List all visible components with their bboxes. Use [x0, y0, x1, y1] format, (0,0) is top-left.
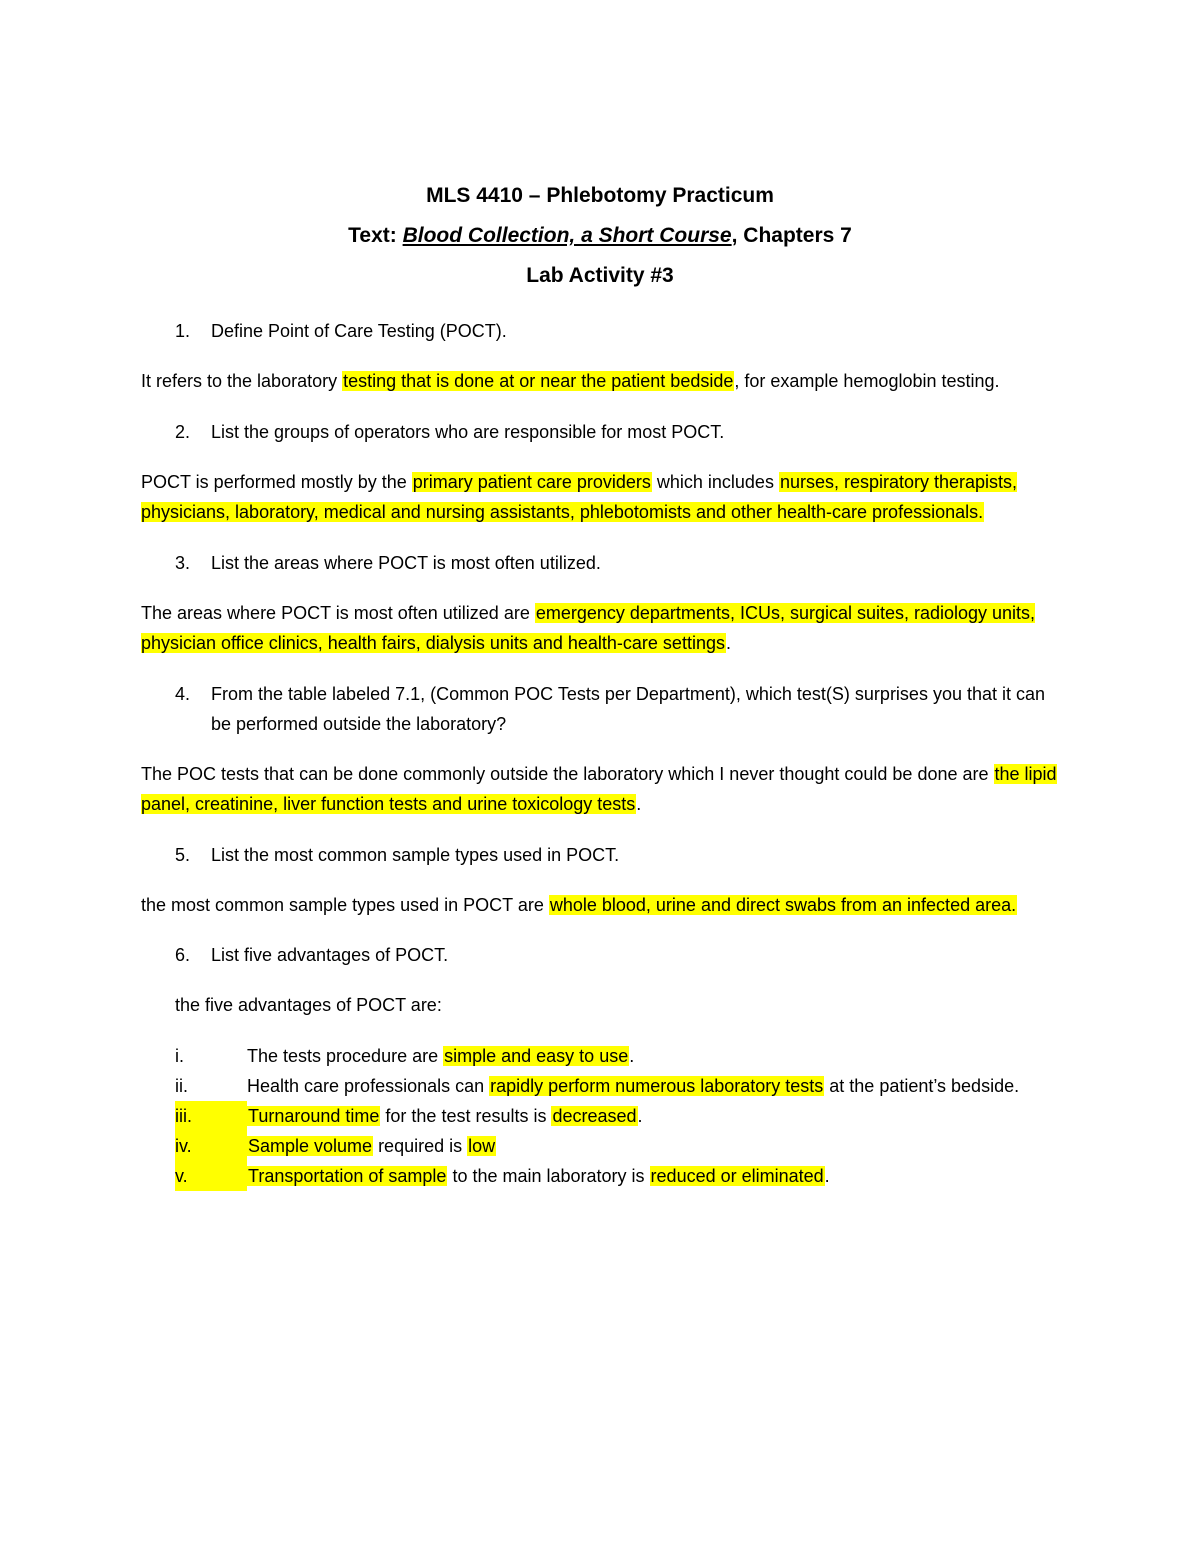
roman-numeral: v. [175, 1161, 247, 1191]
question-text: From the table labeled 7.1, (Common POC Tests per Department), which test(S) surprises you that it can be performed outside the laboratory? [211, 683, 1046, 734]
question-number: 6. [175, 945, 191, 965]
answer-text: The areas where POCT is most often utilized are [141, 602, 535, 623]
highlight: Transportation of sample [248, 1165, 447, 1186]
roman-numeral: iii. [175, 1101, 247, 1131]
item-text: to the main laboratory is [447, 1165, 650, 1186]
answer-text: the most common sample types used in POCT are [141, 894, 549, 915]
advantages-intro: the five advantages of POCT are: [175, 995, 442, 1015]
question-number: 5. [175, 844, 191, 865]
roman-numeral: iv. [175, 1131, 247, 1161]
advantage-item [141, 1101, 1059, 1131]
answer-2 [141, 467, 1059, 528]
question-4 [141, 679, 1059, 739]
highlight: Sample volume [248, 1135, 373, 1156]
book-title: Blood Collection, a Short Course [402, 224, 732, 247]
highlight: whole blood, urine and direct swabs from an infected area. [549, 894, 1017, 915]
question-2 [141, 417, 1059, 447]
highlight: testing that is done at or near the patient bedside [343, 371, 734, 391]
highlight: primary patient care providers [412, 471, 651, 492]
advantage-item [141, 1161, 1059, 1191]
answer-text: which includes [651, 471, 779, 492]
answer-1 [141, 366, 1059, 397]
answer-4 [141, 759, 1059, 820]
highlight: Turnaround time [248, 1105, 380, 1126]
question-number: 2. [175, 421, 191, 442]
question-text: List the most common sample types used in POCT. [211, 844, 620, 865]
item-text: at the patient’s bedside. [824, 1075, 1020, 1096]
course-title: MLS 4410 – Phlebotomy Practicum [426, 184, 774, 207]
text-prefix: Text: [348, 224, 403, 247]
question-text: List five advantages of POCT. [211, 945, 449, 965]
highlight: rapidly perform numerous laboratory tests [490, 1075, 824, 1096]
advantage-item [141, 1041, 1059, 1071]
activity-title: Lab Activity #3 [526, 264, 674, 287]
answer-text: It refers to the laboratory [141, 371, 343, 391]
item-text: . [629, 1045, 635, 1066]
advantage-text [247, 1071, 1059, 1101]
highlight: the lipid panel, creatinine, liver function tests and urine toxicology tests [141, 763, 1057, 814]
advantage-text [247, 1131, 1059, 1161]
advantage-item [141, 1131, 1059, 1161]
highlight: simple and easy to use [444, 1045, 629, 1066]
text-suffix: , Chapters 7 [731, 224, 852, 247]
question-text: List the areas where POCT is most often utilized. [211, 552, 601, 573]
highlight: low [468, 1135, 496, 1156]
highlight: nurses, respiratory therapists, physicians, laboratory, medical and nursing assistants, phlebotomists and other health-care professionals. [141, 471, 1018, 522]
question-number: 1. [175, 321, 191, 341]
answer-text: , for example hemoglobin testing. [734, 371, 1000, 391]
highlight: decreased [552, 1105, 637, 1126]
question-5 [141, 840, 1059, 870]
highlight: emergency departments, ICUs, surgical suites, radiology units, physician office clinics, health fairs, dialysis units and health-care settings [141, 602, 1036, 653]
answer-text: . [636, 794, 642, 814]
question-text: List the groups of operators who are responsible for most POCT. [211, 421, 725, 442]
item-text: Health care professionals can [247, 1075, 490, 1096]
item-text: . [824, 1165, 830, 1186]
question-6 [141, 940, 1059, 970]
answer-5 [141, 890, 1059, 921]
item-text: The tests procedure are [247, 1045, 444, 1066]
roman-numeral: i. [175, 1045, 184, 1066]
roman-numeral: ii. [175, 1075, 188, 1096]
advantage-text [247, 1161, 1059, 1191]
answer-text: . [725, 633, 731, 653]
question-number: 4. [175, 683, 191, 704]
highlight: reduced or eliminated [650, 1165, 824, 1186]
answer-text: POCT is performed mostly by the [141, 471, 412, 492]
item-text: . [637, 1105, 643, 1126]
item-text: for the test results is [380, 1105, 552, 1126]
top-margin [141, 0, 1059, 176]
answer-text: The POC tests that can be done commonly outside the laboratory which I never thought could be done are [141, 763, 994, 784]
advantage-item [141, 1071, 1059, 1101]
question-3 [141, 548, 1059, 578]
question-text: Define Point of Care Testing (POCT). [211, 321, 507, 341]
advantage-text [247, 1101, 1059, 1131]
question-1 [141, 316, 1059, 346]
question-number: 3. [175, 552, 191, 573]
item-text: required is [373, 1135, 468, 1156]
text-line [141, 216, 1059, 256]
answer-3 [141, 598, 1059, 659]
advantage-text [247, 1041, 1059, 1071]
